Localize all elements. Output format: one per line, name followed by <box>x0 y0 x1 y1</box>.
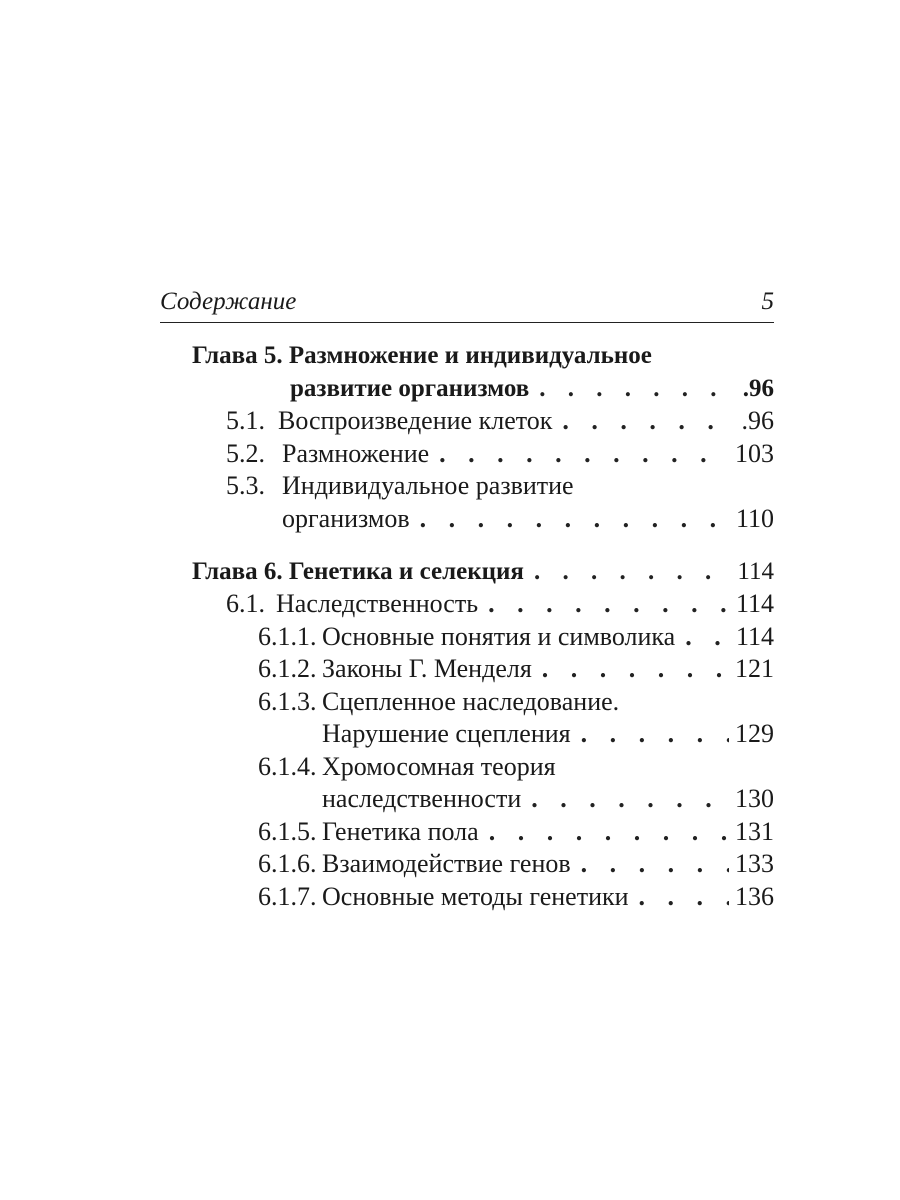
toc-entry-6-1-4-line2 <box>322 783 774 815</box>
toc-page-number: .96 <box>742 375 774 402</box>
toc-chapter-5-title-cont: развитие организмов <box>290 375 530 402</box>
toc-page-number: 130 <box>735 784 774 813</box>
toc-leader-dots <box>534 556 731 588</box>
toc-entry-number: 5.1. <box>226 406 265 435</box>
toc-entry-title: Законы Г. Менделя <box>322 654 532 683</box>
toc-leader-dots <box>581 718 729 750</box>
toc-chapter-6 <box>192 556 774 588</box>
toc-page-number: 103 <box>735 439 774 468</box>
toc-leader-dots <box>581 848 729 880</box>
toc-entry-6-1-3-line2 <box>322 718 774 750</box>
toc-entry-title: Генетика пола <box>322 817 479 846</box>
toc-entry-title: Воспроизведение клеток <box>278 406 553 435</box>
toc-entry-5-1 <box>226 405 774 437</box>
toc-entry-5-3-line2 <box>282 503 774 535</box>
toc-chapter-5-line1 <box>192 340 652 372</box>
toc-entry-6-1-5 <box>258 816 774 848</box>
toc-entry-number: 5.2. <box>226 439 265 468</box>
toc-entry-number: 6.1.6. <box>258 849 317 878</box>
toc-leader-dots <box>488 588 730 620</box>
toc-entry-number: 6.1.1. <box>258 622 317 651</box>
toc-entry-number: 5.3. <box>226 471 265 500</box>
toc-page-number: 114 <box>737 558 774 585</box>
toc-page-number: 136 <box>735 882 774 911</box>
toc-entry-number: 6.1.3. <box>258 687 317 716</box>
toc-entry-title: Хромосомная теория <box>322 752 556 781</box>
toc-page-number: 114 <box>735 622 774 651</box>
running-header-title: Содержание <box>160 288 297 315</box>
toc-page-number: 121 <box>735 654 774 683</box>
toc-entry-title-cont: организмов <box>282 504 410 533</box>
toc-entry-6-1-6 <box>258 848 774 880</box>
toc-entry-title: Индивидуальное развитие <box>282 471 574 500</box>
toc-page-number: 133 <box>735 849 774 878</box>
toc-entry-6-1-1 <box>258 621 774 653</box>
toc-entry-6-1-4-line1 <box>258 751 556 783</box>
toc-leader-dots <box>420 503 730 535</box>
toc-chapter-5-line2 <box>290 373 774 405</box>
toc-chapter-6-title: Глава 6. Генетика и селекция <box>192 558 524 585</box>
toc-entry-6-1-3-line1 <box>258 686 619 718</box>
toc-entry-title: Взаимодействие генов <box>322 849 571 878</box>
toc-leader-dots <box>542 653 729 685</box>
running-header-page-number: 5 <box>761 288 774 315</box>
toc-page-number: .96 <box>741 406 774 435</box>
toc-leader-dots <box>489 816 729 848</box>
toc-entry-title-cont: Нарушение сцепления <box>322 719 571 748</box>
toc-page-number: 129 <box>735 719 774 748</box>
toc-entry-title: Наследственность <box>276 589 479 618</box>
toc-entry-number: 6.1. <box>226 589 265 618</box>
toc-leader-dots <box>562 405 735 437</box>
toc-entry-number: 6.1.7. <box>258 882 317 911</box>
toc-entry-title: Сцепленное наследование. <box>322 687 620 716</box>
toc-entry-title: Основные понятия и символика <box>322 622 676 651</box>
toc-leader-dots <box>685 621 730 653</box>
toc-entry-5-3-line1 <box>226 470 574 502</box>
toc-leader-dots <box>439 438 729 470</box>
toc-entry-number: 6.1.5. <box>258 817 317 846</box>
toc-entry-6-1-7 <box>258 881 774 913</box>
toc-entry-number: 6.1.2. <box>258 654 317 683</box>
toc-page-number: 110 <box>735 504 774 533</box>
toc-entry-6-1-2 <box>258 653 774 685</box>
toc-leader-dots <box>539 373 737 405</box>
toc-entry-title: Основные методы генетики <box>322 882 629 911</box>
toc-entry-title-cont: наследственности <box>322 784 522 813</box>
toc-leader-dots <box>531 783 729 815</box>
toc-leader-dots <box>639 881 729 913</box>
toc-entry-number: 6.1.4. <box>258 752 317 781</box>
toc-page-number: 131 <box>735 817 774 846</box>
toc-chapter-5-title: Глава 5. Размножение и индивидуальное <box>192 342 652 369</box>
toc-entry-title: Размножение <box>282 439 430 468</box>
toc-page-number: 114 <box>735 589 774 618</box>
toc-entry-5-2 <box>226 438 774 470</box>
toc-entry-6-1 <box>226 588 774 620</box>
